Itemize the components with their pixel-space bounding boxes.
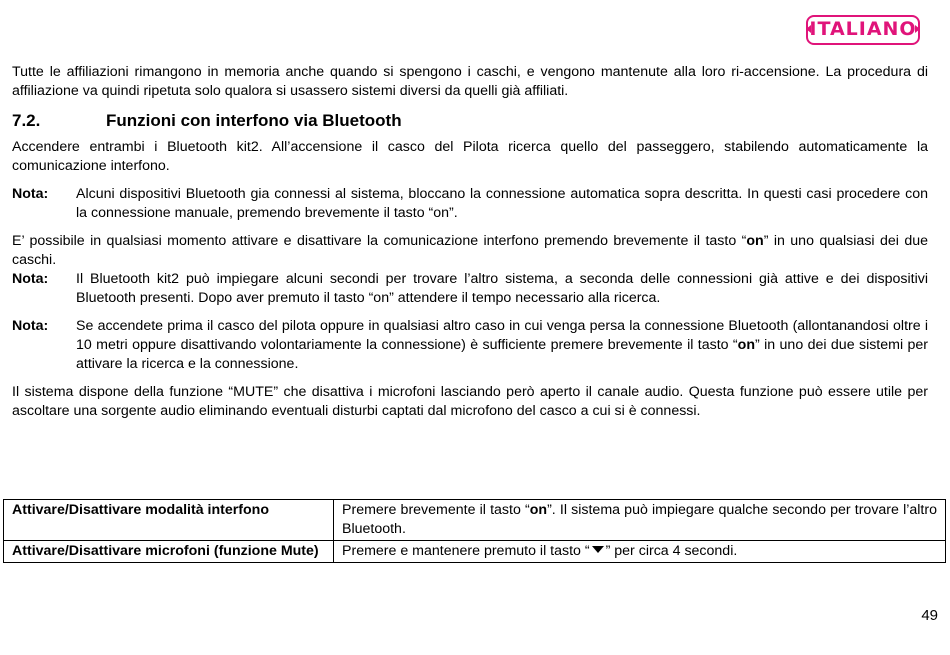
- table-value-text-a: Premere e mantenere premuto il tasto “: [342, 543, 590, 559]
- note-3-text: [76, 317, 928, 374]
- function-table: [3, 499, 946, 563]
- section-title: Funzioni con interfono via Bluetooth: [106, 111, 402, 130]
- down-triangle-icon: [592, 546, 604, 553]
- language-badge: [806, 15, 920, 45]
- note-label: Nota:: [12, 186, 49, 202]
- paragraph-2: [12, 232, 928, 270]
- paragraph-1: Accendere entrambi i Bluetooth kit2. All’accensione il casco del Pilota ricerca quello del passeggero, stabilendo automaticamente la comunicazione interfono.: [12, 139, 928, 174]
- table-row: [4, 541, 946, 563]
- paragraph-2-text-a: E’ possibile in qualsiasi momento attivare e disattivare la comunicazione interfono premendo brevemente il tasto “: [12, 233, 747, 249]
- table-key-cell: Attivare/Disattivare modalità interfono: [4, 500, 334, 541]
- paragraph-2-key: on: [746, 233, 764, 249]
- language-badge-label: ITALIANO: [809, 18, 917, 40]
- table-row: [4, 500, 946, 541]
- table-value-key: on: [529, 502, 548, 518]
- table-key-cell: Attivare/Disattivare microfoni (funzione Mute): [4, 541, 334, 563]
- note-1: [12, 185, 928, 223]
- note-label: Nota:: [12, 271, 49, 287]
- badge-right-arrow-icon: [915, 25, 920, 33]
- note-3-text-b: ” in uno dei due sistemi per attivare la ricerca e la connessione.: [76, 337, 929, 372]
- note-3-text-a: Se accendete prima il casco del pilota oppure in qualsiasi altro caso in cui venga persa la connessione Bluetooth (allontanandosi oltre i 10 metri oppure disattivando volontariamente la connessione) è sufficiente premere brevemente il tasto “: [76, 318, 928, 353]
- section-heading: [12, 110, 928, 132]
- paragraph-3: Il sistema dispone della funzione “MUTE” che disattiva i microfoni lasciando però aperto il canale audio. Questa funzione può essere utile per ascoltare una sorgente audio eliminando eventuali disturbi captati dal microfono del casco a cui si è connessi.: [12, 384, 928, 419]
- paragraph-2-text-b: ” in uno qualsiasi dei due caschi.: [12, 233, 928, 268]
- page-number: 49: [921, 607, 938, 624]
- table-value-cell: [334, 500, 946, 541]
- table-value-text-a: Premere brevemente il tasto “: [342, 502, 530, 518]
- note-1-text: Alcuni dispositivi Bluetooth gia connessi al sistema, bloccano la connessione automatica sopra descritta. In questi casi procedere con la connessione manuale, premendo brevemente il tasto “on”.: [76, 186, 928, 221]
- page-content: [12, 63, 928, 421]
- note-3-key: on: [737, 337, 755, 353]
- table-value-cell: [334, 541, 946, 563]
- section-number: 7.2.: [12, 111, 41, 130]
- table-value-text-b: ”. Il sistema può impiegare qualche secondo per trovare l’altro Bluetooth.: [342, 502, 937, 537]
- badge-left-arrow-icon: [806, 25, 811, 33]
- note-label: Nota:: [12, 318, 49, 334]
- note-3: [12, 317, 928, 374]
- note-2: [12, 270, 928, 308]
- note-2-text: Il Bluetooth kit2 può impiegare alcuni secondi per trovare l’altro sistema, a seconda delle connessioni già attive e dei dispositivi Bluetooth presenti. Dopo aver premuto il tasto “on” attendere il tempo necessario alla ricerca.: [76, 271, 928, 306]
- table-value-text-b: ” per circa 4 secondi.: [605, 543, 738, 559]
- intro-paragraph: Tutte le affiliazioni rimangono in memoria anche quando si spengono i caschi, e vengono mantenute alla loro ri-accensione. La procedura di affiliazione va quindi ripetuta solo qualora si usassero sistemi diversi da quelli già affiliati.: [12, 64, 928, 99]
